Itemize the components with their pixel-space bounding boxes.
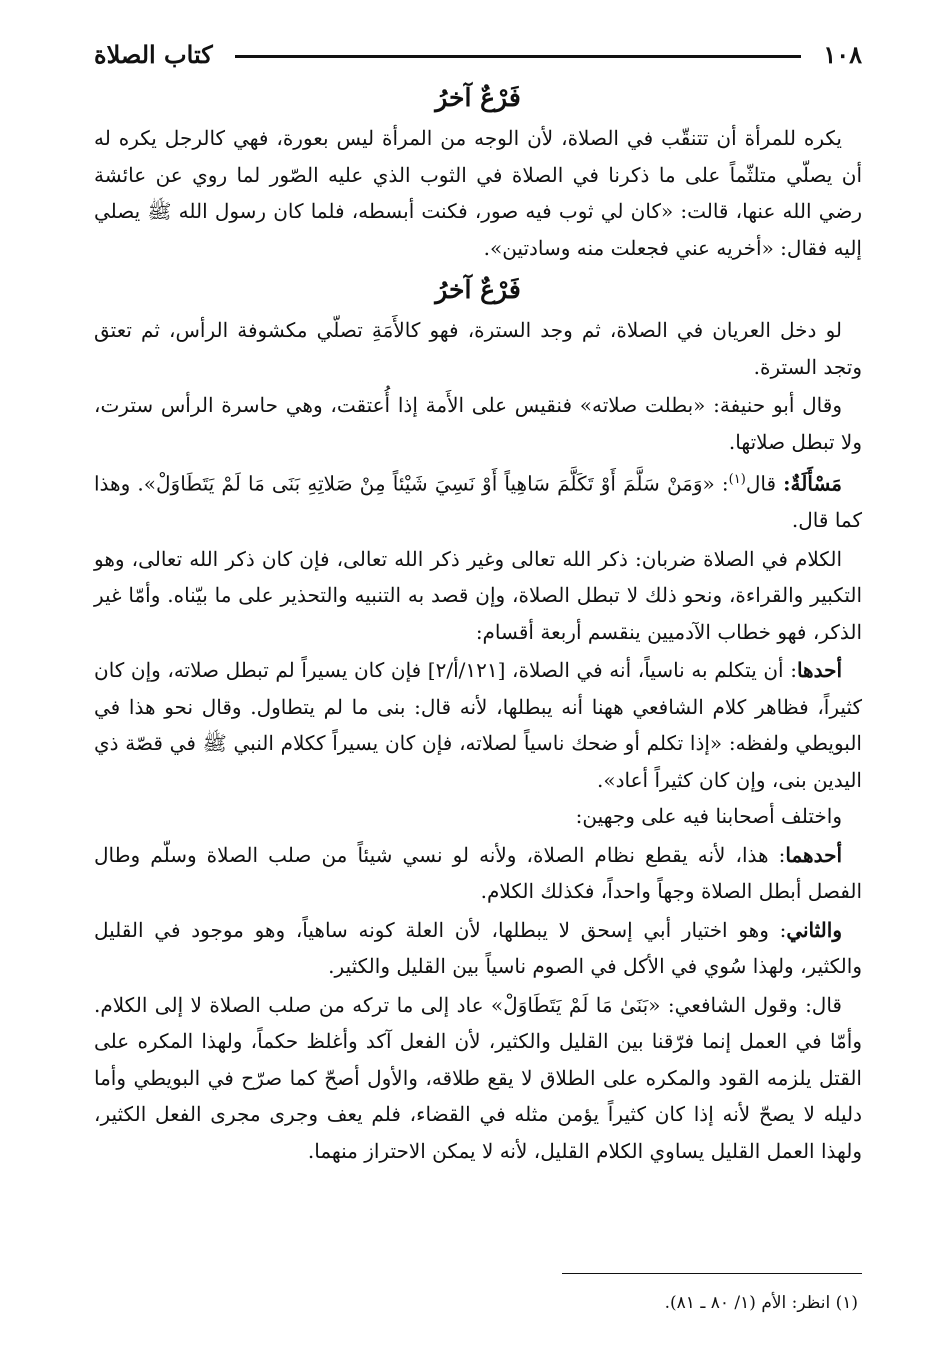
paragraph-ahaduha [94, 652, 862, 798]
footnote-reference: (١) [728, 472, 746, 487]
paragraph-text: : وهو اختيار أبي إسحق لا يبطلها، لأن العلة كونه ساهياً، وهو موجود في القليل والكثير، ولهذا سُوي في الأكل في الصوم ناسياً بين القليل والكثير. [94, 917, 862, 979]
paragraph-uryan: لو دخل العريان في الصلاة، ثم وجد السترة، فهو كالأَمَةِ تصلّي مكشوفة الرأس، ثم تعتق وتجد السترة. [94, 318, 862, 379]
paragraph-lead: أحدها [796, 658, 842, 683]
footnote: (١) انظر: الأم (١/ ٨٠ ـ ٨١). [664, 1293, 858, 1313]
paragraph-althani [94, 912, 862, 985]
masala-tail: وهذا كما قال. [94, 471, 862, 533]
paragraph-lead: أحدهما [785, 842, 842, 867]
footnote-rule [562, 1273, 862, 1274]
masala-paragraph [94, 462, 862, 539]
paragraph-lead: والثاني [786, 917, 842, 942]
header-rule [235, 55, 802, 58]
paragraph-abu-hanifa: وقال أبو حنيفة: «بطلت صلاته» فنقيس على الأَمة إذا أُعتقت، وهي حاسرة الرأس سترت، ولا تبطل صلاتها. [94, 393, 862, 454]
paragraph-kalam [94, 541, 862, 651]
paragraph-text: قال: وقول الشافعي: «بَنَىٰ مَا لَمْ يَتَطَاوَلْ» عاد إلى ما تركه من صلب الصلاة لا إلى الكلام. وأمّا في العمل إنما فرّقنا بين القليل والكثير، لأن الفعل آكد وأغلظ حكماً، ولهذا المكره على القتل يلزمه القود والمكره على الطلاق لا يقع طلاقه، والأول أصحّ كما صرّح في البويطي وأما دليله لا يصحّ لأنه إذا كان كثيراً يؤمن مثله في القضاء، فلم يعف وجرى مجرى الفعل الكثير، ولهذا العمل القليل يساوي الكلام القليل، لأنه لا يمكن الاحتراز منهما. [94, 992, 862, 1163]
paragraph-text: الكلام في الصلاة ضربان: ذكر الله تعالى وغير ذكر الله تعالى، فإن كان ذكر الله تعالى، وهو التكبير والقراءة، ونحو ذلك لا تبطل الصلاة، وإن قصد به التنبيه والتحذير على ما بيّناه. وأمّا غير الذكر، فهو خطاب الآدميين ينقسم أربعة أقسام: [94, 546, 862, 644]
section-heading-2: فَرْعٌ آخرُ [435, 275, 521, 304]
paragraph-text: : أن يتكلم به ناسياً، أنه في الصلاة، [١٢١/أ/٢] فإن كان يسيراً لم تبطل صلاته، وإن كان كثيراً، فظاهر كلام الشافعي ههنا أنه يبطلها، لأنه قال: بنى ما لم يتطاول. وقال نحو هذا في البويطي ولفظه: «إذا تكلم أو ضحك ناسياً لصلاته، فإن كان يسيراً ككلام النبي ﷺ في قصّة ذي اليدين بنى، وإن كان كثيراً أعاد». [94, 658, 862, 792]
section-heading-1: فَرْعٌ آخرُ [435, 83, 521, 112]
paragraph-text: : هذا، لأنه يقطع نظام الصلاة، ولأنه لو نسي شيئاً من صلب الصلاة وسلّم وطال الفصل أبطل الصلاة وجهاً واحداً، فكذلك الكلام. [94, 842, 862, 904]
masala-quote: : «وَمَنْ سَلَّمَ أَوْ تَكَلَّمَ سَاهِياً أَوْ نَسِيَ شَيْئاً مِنْ صَلاتِهِ بَنَى مَا لَمْ يَتَطَاوَلْ». [137, 471, 729, 496]
running-header [94, 34, 862, 74]
paragraph-niqab: يكره للمرأة أن تتنقّب في الصلاة، لأن الوجه من المرأة ليس بعورة، فهي كالرجل يكره له أن يصلّي متلثّماً على ما ذكرنا في الصلاة في الثوب الذي عليه الصّور لما روي عن عائشة رضي الله عنها، قالت: «كان لي ثوب فيه صور، فكنت أبسطه، فلما كان رسول الله ﷺ يصلي إليه فقال: «أخريه عني فجعلت منه وسادتين». [94, 126, 862, 260]
paragraph-ahaduhuma [94, 837, 862, 910]
book-title: كتاب الصلاة [94, 39, 213, 69]
masala-qal: قال [745, 471, 776, 496]
paragraph-qal-shafii [94, 987, 862, 1170]
masala-label: مَسْأَلَةٌ: [783, 471, 843, 496]
page-number: ١٠٨ [823, 39, 862, 69]
paragraph-text: واختلف أصحابنا فيه على وجهين: [575, 804, 842, 829]
paragraph-ikhtalaf [94, 798, 862, 835]
